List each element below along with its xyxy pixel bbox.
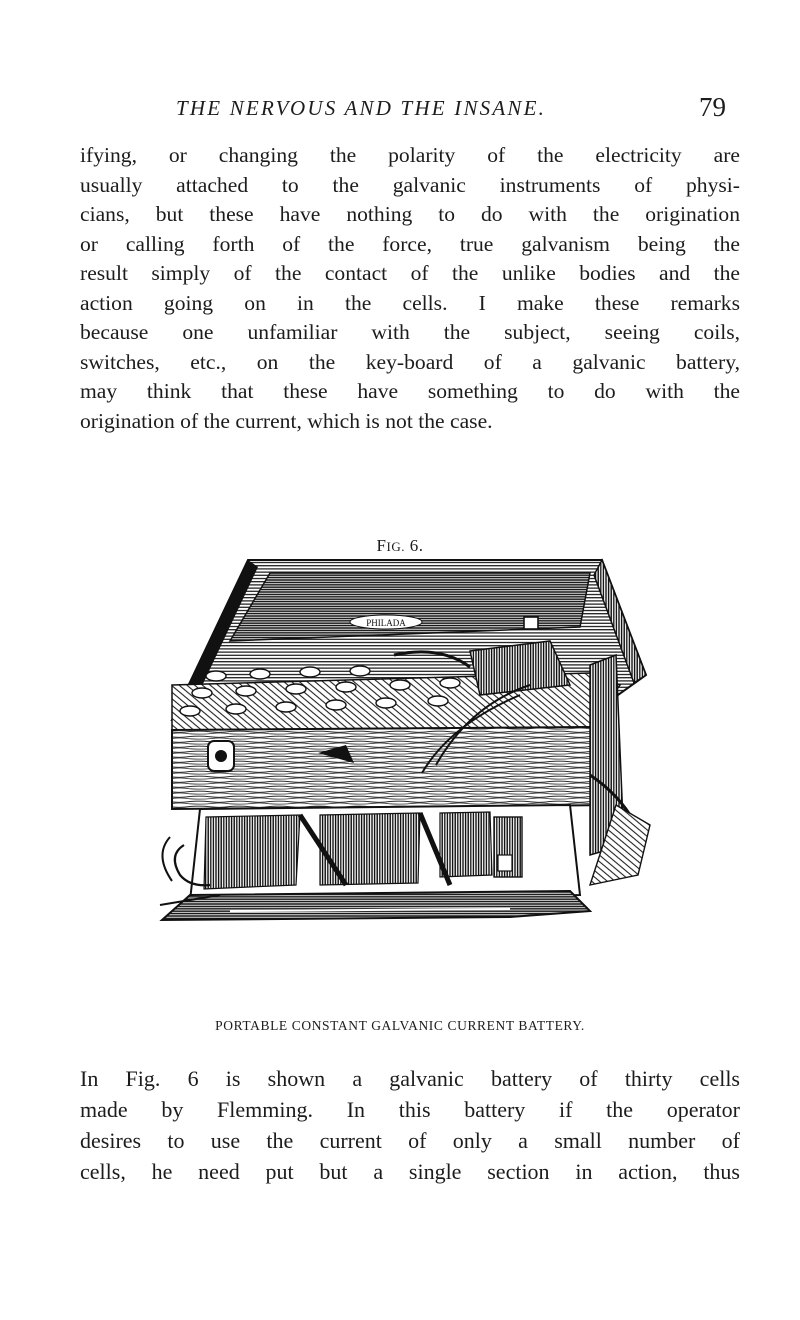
page-number: 79 (699, 92, 726, 122)
battery-illustration (150, 555, 660, 925)
lid-maker-lettering: PHILADA (366, 618, 406, 628)
text-line: switches, etc., on the key-board of a galvanic battery, (80, 349, 740, 374)
text-line: may think that these have something to do with the (80, 379, 740, 403)
figure-caption: PORTABLE CONSTANT GALVANIC CURRENT BATTERY. (215, 1018, 585, 1033)
text-line: desires to use the current of only a small number of (80, 1128, 740, 1153)
running-head (80, 92, 740, 132)
text-line: made by Flemming. In this battery if the operator (80, 1097, 740, 1122)
text-line: because one unfamiliar with the subject, seeing coils, (80, 320, 740, 344)
battery-engraving (150, 555, 660, 925)
paragraph-1 (80, 141, 740, 436)
running-title: THE NERVOUS AND THE INSANE. (176, 96, 547, 120)
text-line: or calling forth of the force, true galvanism being the (80, 231, 740, 256)
text-line: result simply of the contact of the unlike bodies and the (80, 261, 740, 285)
text-line: ifying, or changing the polarity of the electricity are (80, 143, 740, 167)
figure-label-prefix: F (376, 536, 387, 555)
text-line: cells, he need put but a single section in action, thus (80, 1159, 740, 1184)
figure-label-number: 6. (409, 536, 424, 555)
figure-label (0, 536, 800, 556)
figure-label-smallcaps: IG. (386, 539, 405, 554)
base-tray (160, 891, 590, 920)
text-line: action going on in the cells. I make these remarks (80, 290, 740, 315)
text-line: In Fig. 6 is shown a galvanic battery of thirty cells (80, 1066, 740, 1091)
text-line: cians, but these have nothing to do with the origination (80, 202, 740, 226)
text-line: origination of the current, which is not the case. (80, 408, 493, 433)
paragraph-2 (80, 1063, 740, 1187)
text-line: usually attached to the galvanic instruments of physi- (80, 172, 740, 197)
